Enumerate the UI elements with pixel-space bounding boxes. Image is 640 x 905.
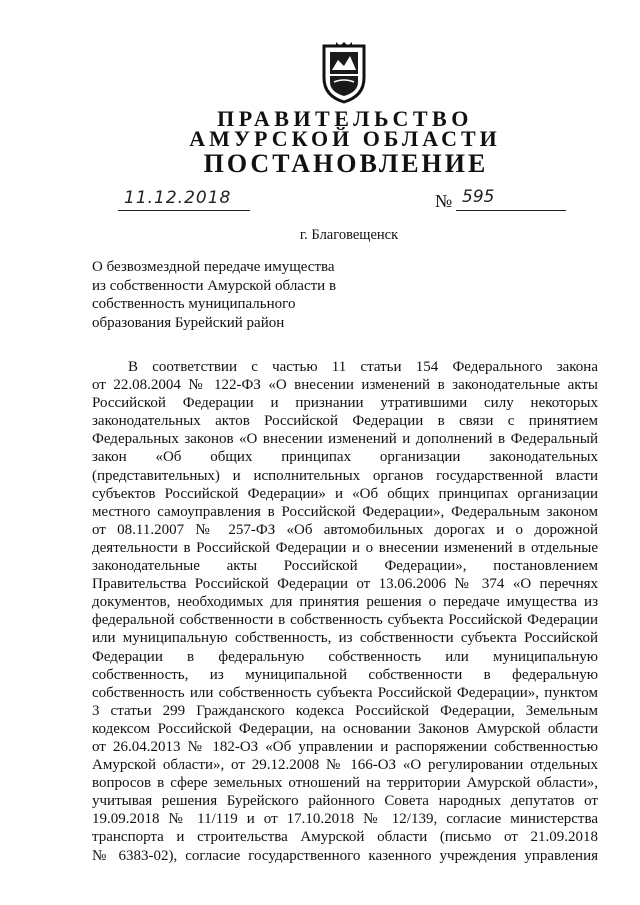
body-line: Амурской области», от 29.12.2008 № 166-ОЗ «О регулировании отдельных (92, 757, 598, 774)
body-line: № 6383-02), согласие государственного казенного учреждения управления (92, 847, 598, 864)
number-field (456, 187, 566, 211)
handwritten-date: 11.12.2018 (124, 188, 232, 208)
body-line: закон «Об общих принципах организации законодательных (92, 449, 598, 466)
city-label: г. Благовещенск (299, 227, 399, 243)
body-line: собственность, из муниципальной собственности в федеральную (92, 666, 598, 683)
subject-line: образования Бурейский район (92, 314, 285, 331)
body-line: 3 статьи 299 Гражданского кодекса Российской Федерации, Земельным (92, 702, 598, 719)
document-body (92, 358, 598, 865)
region-title: АМУРСКОЙ ОБЛАСТИ (189, 126, 501, 151)
body-line: законодательные акты Российской Федерации», постановлением (92, 558, 598, 575)
body-line: кодексом Российской Федерации, на основании Законов Амурской области (92, 720, 598, 737)
body-line: документов, необходимых для принятия решения о передаче имущества из (92, 594, 598, 611)
coat-of-arms-emblem (318, 42, 370, 104)
body-line: федеральной собственности в собственность субъекта Российской Федерации (92, 612, 598, 629)
date-field (118, 188, 250, 211)
body-line: или муниципальную собственность, из собственности субъекта Российской (92, 630, 598, 647)
body-line: деятельности в Российской Федерации и о внесении изменений в отдельные (92, 539, 598, 556)
subject-line: О безвозмездной передаче имущества (92, 259, 335, 275)
body-line: учитывая решения Бурейского районного Совета народных депутатов от (92, 793, 598, 810)
body-line: Российской Федерации и признании утратившими силу некоторых (92, 395, 598, 412)
body-line: от 22.08.2004 № 122-ФЗ «О внесении изменений в законодательные акты (92, 377, 598, 394)
body-line: вопросов в сфере земельных отношений на территории Амурской области», (92, 775, 598, 792)
body-line: собственность или собственность субъекта Российской Федерации», пунктом (92, 684, 598, 701)
body-line: местного самоуправления в Российской Федерации», Федеральным законом (92, 503, 598, 520)
handwritten-number: 595 (462, 187, 495, 207)
body-line: от 26.04.2013 № 182-ОЗ «Об управлении и распоряжении собственностью (92, 738, 598, 755)
body-line: Федерации в федеральную собственность или муниципальную (92, 648, 598, 665)
document-subject (92, 258, 352, 332)
body-line: В соответствии с частью 11 статьи 154 Федерального закона (128, 359, 598, 375)
body-line: 19.09.2018 № 11/119 и от 17.10.2018 № 12/139, согласие министерства (92, 811, 598, 828)
number-label: № (435, 191, 453, 211)
subject-line: собственность муниципального (92, 296, 296, 312)
body-line: субъектов Российской Федерации» и «Об общих принципах организации (92, 485, 598, 502)
body-line: (представительных) и исполнительных органов государственной власти (92, 467, 598, 484)
body-line: Правительства Российской Федерации от 13.06.2006 № 374 «О перечнях (92, 576, 598, 593)
government-title: ПРАВИТЕЛЬСТВО (217, 106, 473, 131)
body-line: транспорта и строительства Амурской области (письмо от 21.09.2018 (92, 829, 598, 846)
document-type-title: ПОСТАНОВЛЕНИЕ (203, 149, 489, 178)
body-line: законодательных актов Российской Федерации в связи с принятием (92, 413, 598, 430)
body-line: от 08.11.2007 № 257-ФЗ «Об автомобильных дорогах и о дорожной (92, 521, 598, 538)
body-line: Федеральных законов «О внесении изменений и дополнений в Федеральный (92, 431, 598, 448)
subject-line: из собственности Амурской области в (92, 277, 337, 294)
